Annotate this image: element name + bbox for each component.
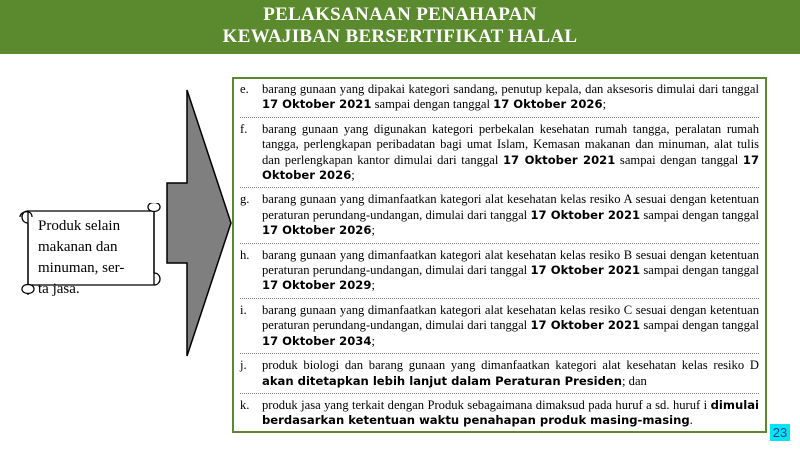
item-label: h. [240,247,250,262]
item-separator [240,298,759,299]
list-item [240,192,759,238]
item-label: j. [240,358,247,373]
item-text [262,358,759,389]
bold-date-text: akan ditetapkan lebih lanjut dalam Peraturan Presiden [262,373,623,388]
item-separator [240,243,759,244]
bold-date-text: 17 Oktober 2026 [493,97,603,112]
item-text-segment: . [689,413,693,428]
bold-date-text: 17 Oktober 2021 [530,318,641,333]
scroll-text [38,216,150,300]
item-text [262,398,759,429]
bold-date-text: dimulai berdasarkan ketentuan waktu penahapan produk masing-masing [262,397,759,428]
item-text-segment: barang gunaan yang dimanfaatkan kategori alat kesehatan kelas resiko B sesuai dengan ketentuan peraturan perundang-undangan, dimulai dari tanggal [262,247,759,278]
item-label: f. [240,121,248,136]
item-text [262,248,759,294]
item-text-segment: sampai dengan tanggal [640,263,759,278]
page-number: 23 [770,424,790,441]
item-text-segment: ; [371,278,375,293]
bold-date-text: 17 Oktober 2021 [530,207,641,222]
item-text [262,82,759,113]
item-label: g. [240,192,250,207]
item-label: e. [240,82,249,96]
list-item [240,358,759,389]
list-item [240,82,759,113]
bold-date-text: 17 Oktober 2034 [262,333,372,348]
title-banner [0,0,800,54]
bold-date-text: 17 Oktober 2026 [262,152,760,183]
list-item [240,248,759,294]
item-text-segment: barang gunaan yang dipakai kategori sandang, penutup kepala, dan aksesoris dimulai dari tanggal [262,82,759,96]
bold-date-text: 17 Oktober 2021 [530,263,641,278]
item-text-segment: produk jasa yang terkait dengan Produk sebagaimana dimaksud pada huruf a sd. huruf i [262,397,711,412]
bold-date-text: 17 Oktober 2021 [262,97,372,112]
item-text-segment: ; [602,97,607,112]
list-item [240,122,759,184]
item-text-segment: ; [351,168,355,183]
title-line-2: KEWAJIBAN BERSERTIFIKAT HALAL [222,26,578,47]
item-separator [240,393,759,394]
item-text-segment: ; [371,333,375,348]
bold-date-text: 17 Oktober 2021 [502,152,616,167]
item-text [262,303,759,349]
item-text [262,122,759,184]
item-separator [240,353,759,354]
scroll-line: makanan dan [38,239,118,255]
item-separator [240,187,759,188]
scroll-line: Produk selain [38,218,121,234]
item-text-segment: ; [371,223,375,238]
bold-date-text: 17 Oktober 2026 [262,223,372,238]
list-item [240,303,759,349]
item-text-segment: sampai dengan tanggal [640,318,759,333]
bold-date-text: 17 Oktober 2029 [262,278,372,293]
right-arrow-icon [165,88,233,358]
item-separator [240,117,759,118]
item-text-segment: produk biologi dan barang gunaan yang dimanfaatkan kategori alat kesehatan kelas resiko D [262,358,759,373]
item-text-segment: ; dan [622,373,647,388]
title-line-1: PELAKSANAAN PENAHAPAN [263,4,537,25]
item-label: i. [240,302,247,317]
scroll-line: ta jasa. [38,281,80,297]
item-text-segment: barang gunaan yang dimanfaatkan kategori alat kesehatan kelas resiko A sesuai dengan ketentuan peraturan perundang-undangan, dimulai dari tanggal [262,192,759,222]
item-text-segment: sampai dengan tanggal [615,152,743,167]
item-label: k. [240,397,250,412]
scroll-line: minuman, ser- [38,260,125,276]
item-text-segment: barang gunaan yang dimanfaatkan kategori alat kesehatan kelas resiko C sesuai dengan ketentuan peraturan perundang-undangan, dimulai dari tanggal [262,302,759,333]
list-item [240,398,759,429]
item-text-segment: barang gunaan yang digunakan kategori perbekalan kesehatan rumah tangga, peralatan rumah tangga, perlengkapan peribadatan bagi umat Islam, Kemasan makanan dan minuman, alat tulis dan perlengkapan kantor dimulai dari tanggal [262,121,759,167]
provisions-list [232,77,767,433]
item-text-segment: sampai dengan tanggal [640,207,759,222]
item-text-segment: sampai dengan tanggal [371,97,494,112]
item-text [262,192,759,238]
